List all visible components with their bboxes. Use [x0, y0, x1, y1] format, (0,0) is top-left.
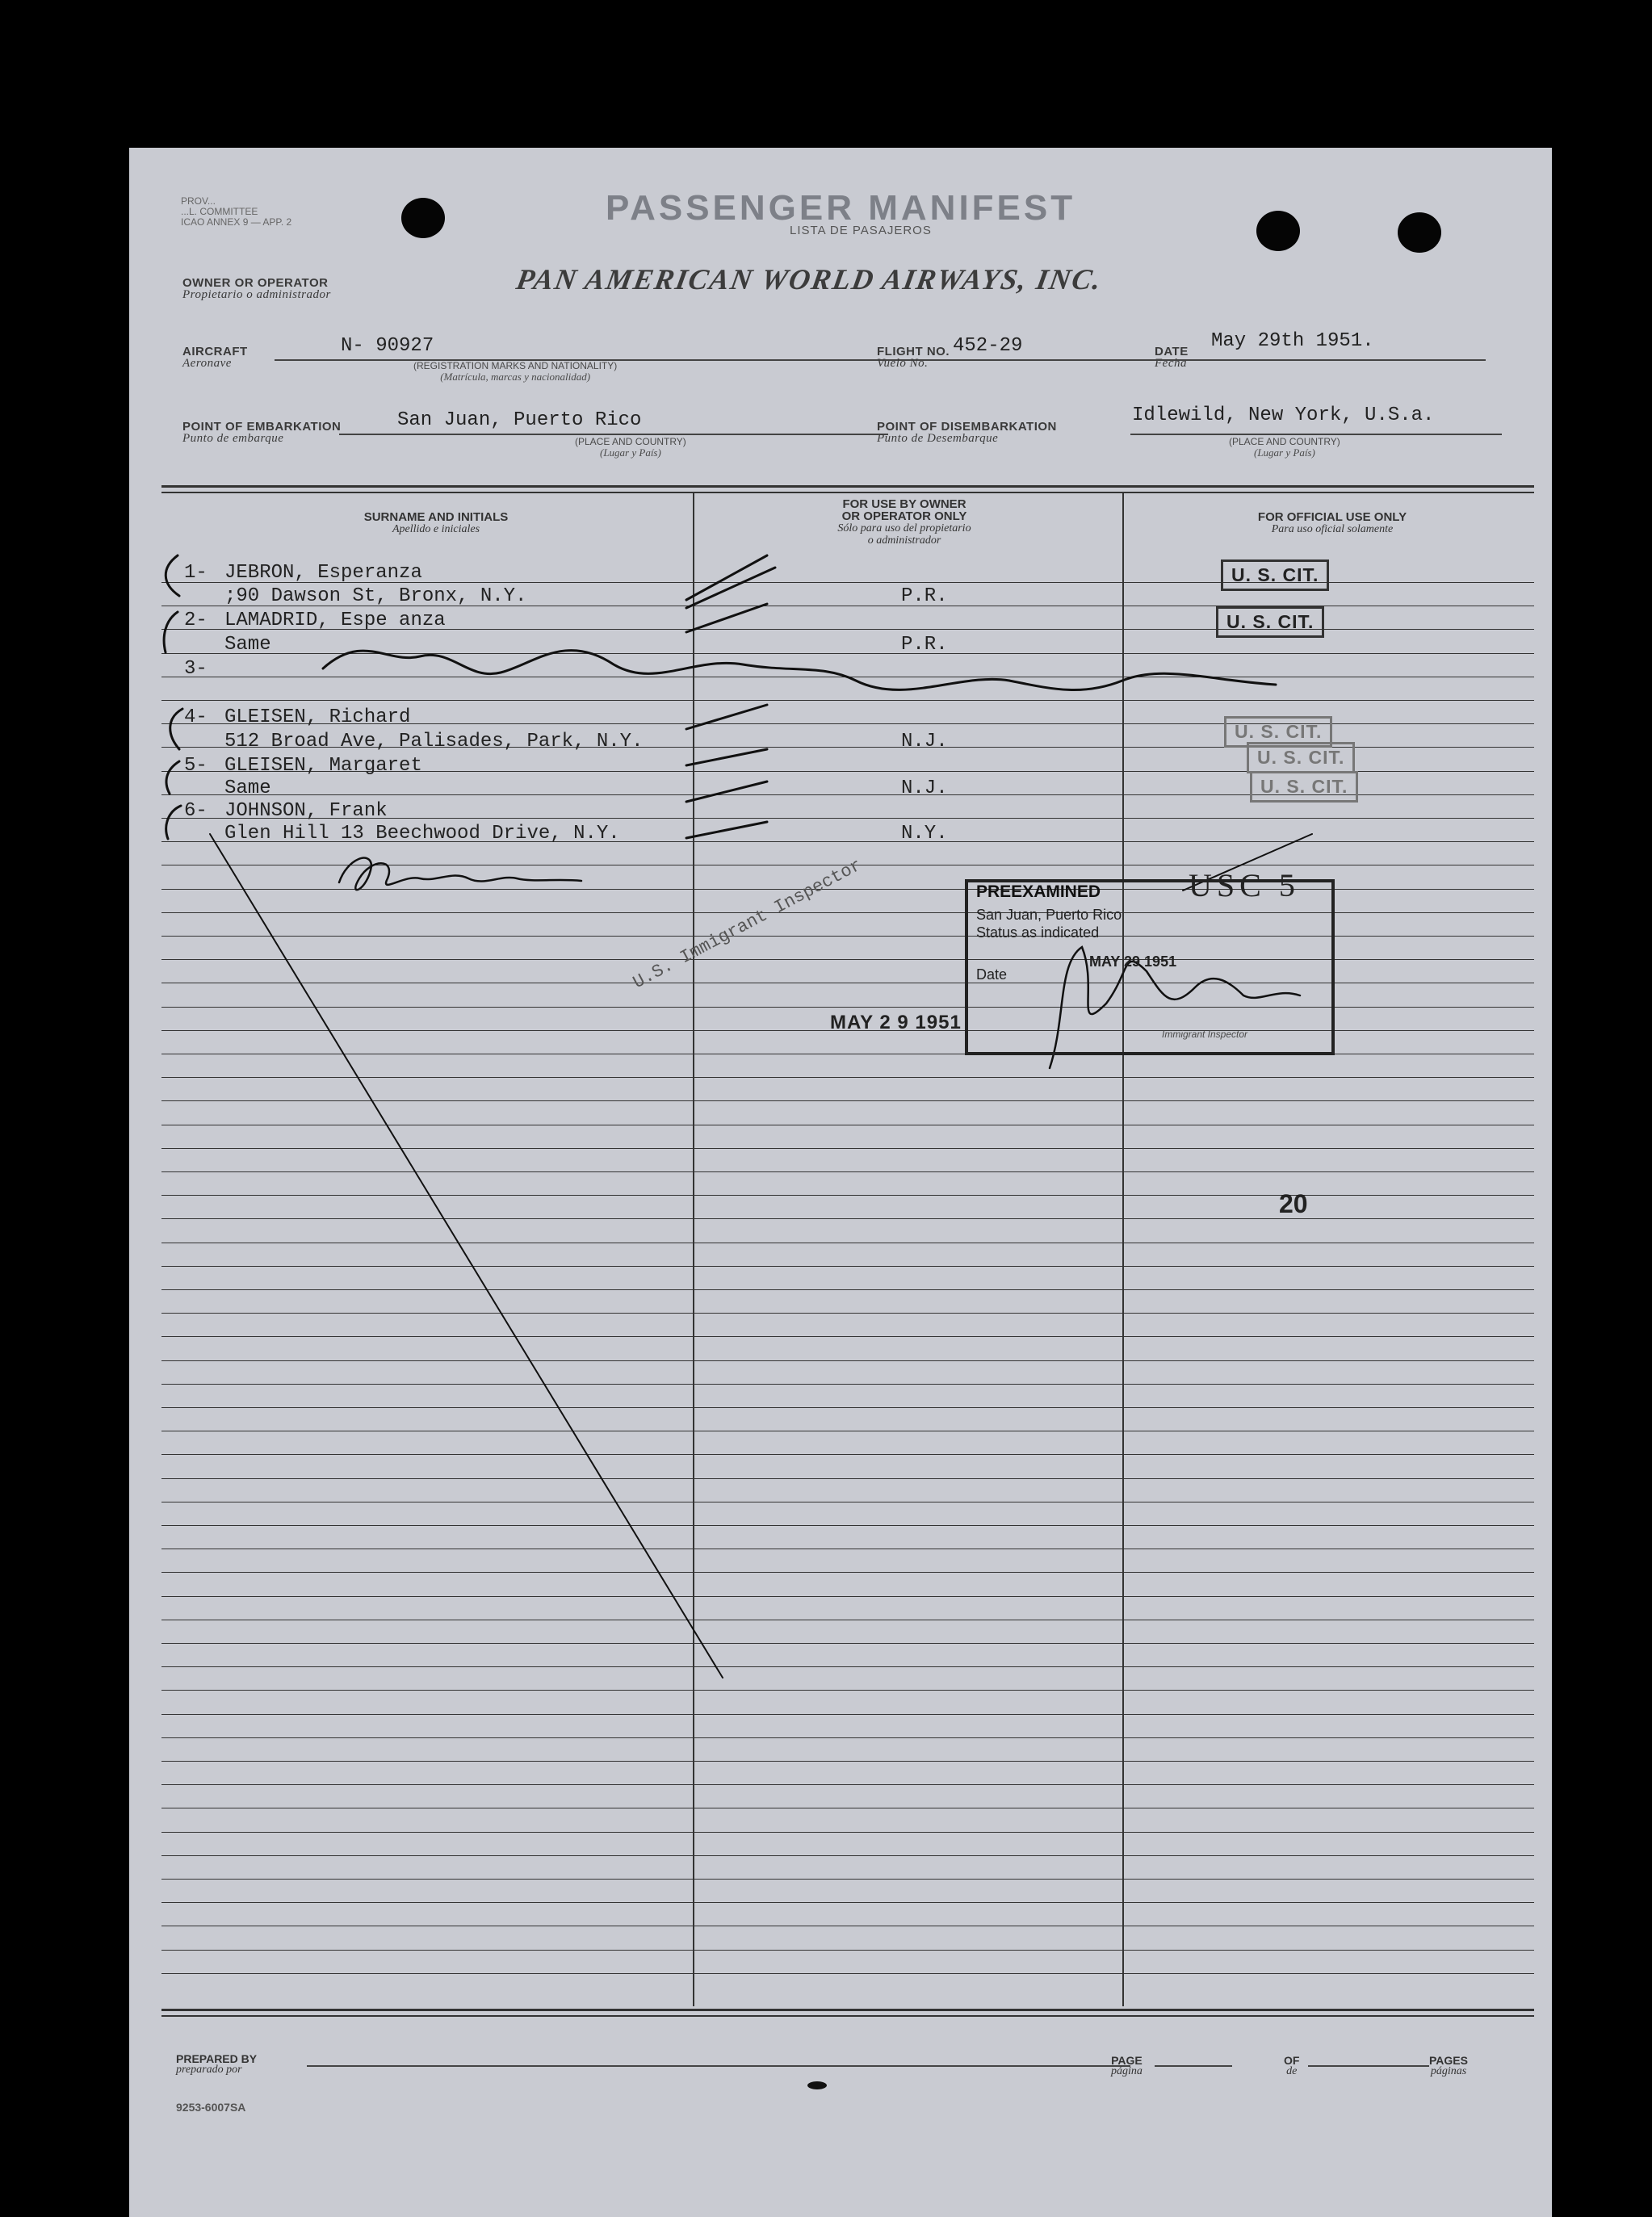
us-citizen-stamp: U. S. CIT. — [1247, 742, 1355, 773]
entry-bracket — [170, 709, 182, 749]
passenger-name: GLEISEN, Margaret — [224, 755, 422, 777]
date-label-es: Fecha — [1155, 357, 1187, 370]
registration-note-es: (Matrícula, marcas y nacionalidad) — [440, 371, 591, 383]
page-label-en: PAGE — [1111, 2054, 1143, 2067]
us-citizen-stamp: U. S. CIT. — [1224, 716, 1332, 748]
passenger-address: Same — [224, 634, 271, 656]
passenger-number: 2- — [184, 610, 208, 631]
passenger-address: ;90 Dawson St, Bronx, N.Y. — [224, 585, 527, 607]
passenger-name: LAMADRID, Espe anza — [224, 610, 446, 631]
check-mark — [686, 749, 767, 765]
preexamined-date: MAY 29 1951 — [1089, 953, 1177, 970]
passenger-address: Glen Hill 13 Beechwood Drive, N.Y. — [224, 823, 620, 844]
column-header-owner-line: OR OPERATOR ONLY — [841, 509, 967, 523]
page-subtitle: LISTA DE PASAJEROS — [790, 224, 932, 237]
passenger-name: JOHNSON, Frank — [224, 800, 388, 822]
of-label-en: OF — [1284, 2054, 1300, 2067]
owner-label-es: Propietario o administrador — [182, 288, 331, 301]
preexamined-stamp — [965, 879, 1335, 1055]
preexamined-place: San Juan, Puerto Rico — [976, 907, 1122, 923]
page-label — [1111, 2055, 1143, 2077]
passenger-address: 512 Broad Ave, Palisades, Park, N.Y. — [224, 731, 644, 752]
operator-name: PAN AMERICAN WORLD AIRWAYS, INC. — [514, 263, 1105, 295]
column-header-official-es: Para uso oficial solamente — [1271, 523, 1394, 535]
passenger-name: JEBRON, Esperanza — [224, 562, 422, 584]
handwriting-marks — [129, 148, 1552, 2217]
column-header-owner-line: FOR USE BY OWNER — [842, 497, 966, 511]
passenger-code: P.R. — [901, 634, 948, 656]
us-citizen-stamp: U. S. CIT. — [1216, 606, 1324, 638]
date-label-en: DATE — [1155, 345, 1189, 358]
prepared-by-underline — [307, 2065, 1130, 2067]
column-header-surname-es: Apellido e iniciales — [392, 523, 480, 535]
us-citizen-stamp: U. S. CIT. — [1250, 771, 1358, 803]
of-underline — [1308, 2065, 1429, 2067]
footer-smudge — [807, 2081, 827, 2089]
aircraft-label-en: AIRCRAFT — [182, 345, 248, 358]
passenger-code: N.J. — [901, 777, 948, 799]
passenger-code: N.J. — [901, 731, 948, 752]
column-header-surname-en: SURNAME AND INITIALS — [363, 510, 509, 524]
passenger-code: N.Y. — [901, 823, 948, 844]
preexamined-status: Status as indicated — [976, 924, 1100, 941]
aircraft-value: N- 90927 — [341, 335, 434, 357]
flight-value: 452-29 — [953, 335, 1023, 357]
preexamined-title: PREEXAMINED — [976, 882, 1101, 901]
disembarkation-label-en: POINT OF DISEMBARKATION — [877, 420, 1057, 434]
column-header-owner-es: Sólo para uso del propietario — [837, 522, 971, 534]
disembarkation-value: Idlewild, New York, U.S.a. — [1132, 404, 1435, 426]
column-header-owner-es: o administrador — [867, 534, 941, 547]
check-mark — [686, 604, 767, 632]
cancel-scrawl — [323, 651, 1276, 690]
preexamined-inspector: Immigrant Inspector — [1162, 1029, 1248, 1040]
pages-label-en: PAGES — [1429, 2054, 1468, 2067]
entry-bracket — [166, 555, 179, 596]
prepared-by-en: PREPARED BY — [176, 2052, 258, 2065]
date-stamp: MAY 2 9 1951 — [830, 1012, 962, 1033]
disembarkation-label-es: Punto de Desembarque — [877, 432, 999, 445]
passenger-number: 4- — [184, 706, 208, 728]
registration-note-en: (REGISTRATION MARKS AND NATIONALITY) — [413, 360, 618, 371]
aircraft-label-es: Aeronave — [182, 357, 232, 370]
passenger-address: Same — [224, 777, 271, 799]
of-label — [1284, 2055, 1299, 2077]
of-label-es: de — [1286, 2065, 1298, 2077]
prepared-by-es: preparado por — [176, 2064, 242, 2076]
entry-bracket — [166, 761, 179, 794]
embarkation-label-en: POINT OF EMBARKATION — [182, 420, 342, 434]
footer-rule — [161, 2015, 1534, 2017]
diagonal-cancel-line — [210, 834, 723, 1678]
check-mark — [686, 568, 775, 608]
check-mark — [686, 782, 767, 802]
check-mark — [686, 705, 767, 729]
pages-label — [1429, 2055, 1468, 2077]
form-number: 9253-6007SA — [176, 2101, 246, 2114]
embarkation-value: San Juan, Puerto Rico — [397, 409, 642, 431]
inspector-line-stamp: U.S. Immigrant Inspector — [630, 855, 866, 994]
page-title: PASSENGER MANIFEST — [606, 188, 1076, 228]
date-value: May 29th 1951. — [1211, 330, 1374, 352]
owner-label-en: OWNER OR OPERATOR — [182, 276, 329, 290]
place-note-en: (PLACE AND COUNTRY) — [1229, 436, 1340, 447]
place-note-es: (Lugar y País) — [599, 446, 661, 459]
check-mark — [686, 822, 767, 838]
page-count-mark: 20 — [1279, 1189, 1308, 1218]
embarkation-label-es: Punto de embarque — [182, 432, 284, 445]
place-note-en: (PLACE AND COUNTRY) — [575, 436, 686, 447]
page-label-es: página — [1111, 2065, 1143, 2077]
passenger-number: 6- — [184, 800, 208, 822]
manifest-sheet — [129, 148, 1552, 2217]
prepared-by-label — [176, 2053, 257, 2076]
page-underline — [1155, 2065, 1232, 2067]
pages-label-es: páginas — [1430, 2065, 1467, 2077]
form-ref-line: ...L. COMMITTEE — [181, 206, 258, 217]
us-citizen-stamp: U. S. CIT. — [1221, 559, 1329, 591]
passenger-code: P.R. — [901, 585, 948, 607]
entry-bracket — [166, 806, 181, 839]
column-header-official-en: FOR OFFICIAL USE ONLY — [1257, 510, 1407, 524]
passenger-name: GLEISEN, Richard — [224, 706, 411, 728]
passenger-number: 5- — [184, 755, 208, 777]
place-note-es: (Lugar y País) — [1253, 446, 1315, 459]
preexamined-date-label: Date — [976, 966, 1008, 983]
handwritten-code: USC 5 — [1189, 867, 1300, 903]
footer-rule — [161, 2009, 1534, 2011]
passenger-number: 1- — [184, 562, 208, 584]
form-ref-line: PROV... — [181, 195, 216, 207]
entry-bracket — [164, 612, 178, 652]
passenger-number: 3- — [184, 658, 208, 680]
flight-label-en: FLIGHT NO. — [877, 345, 950, 358]
signature — [339, 858, 581, 891]
form-ref-line: ICAO ANNEX 9 — APP. 2 — [181, 216, 292, 228]
flight-label-es: Vuelo No. — [877, 357, 929, 370]
